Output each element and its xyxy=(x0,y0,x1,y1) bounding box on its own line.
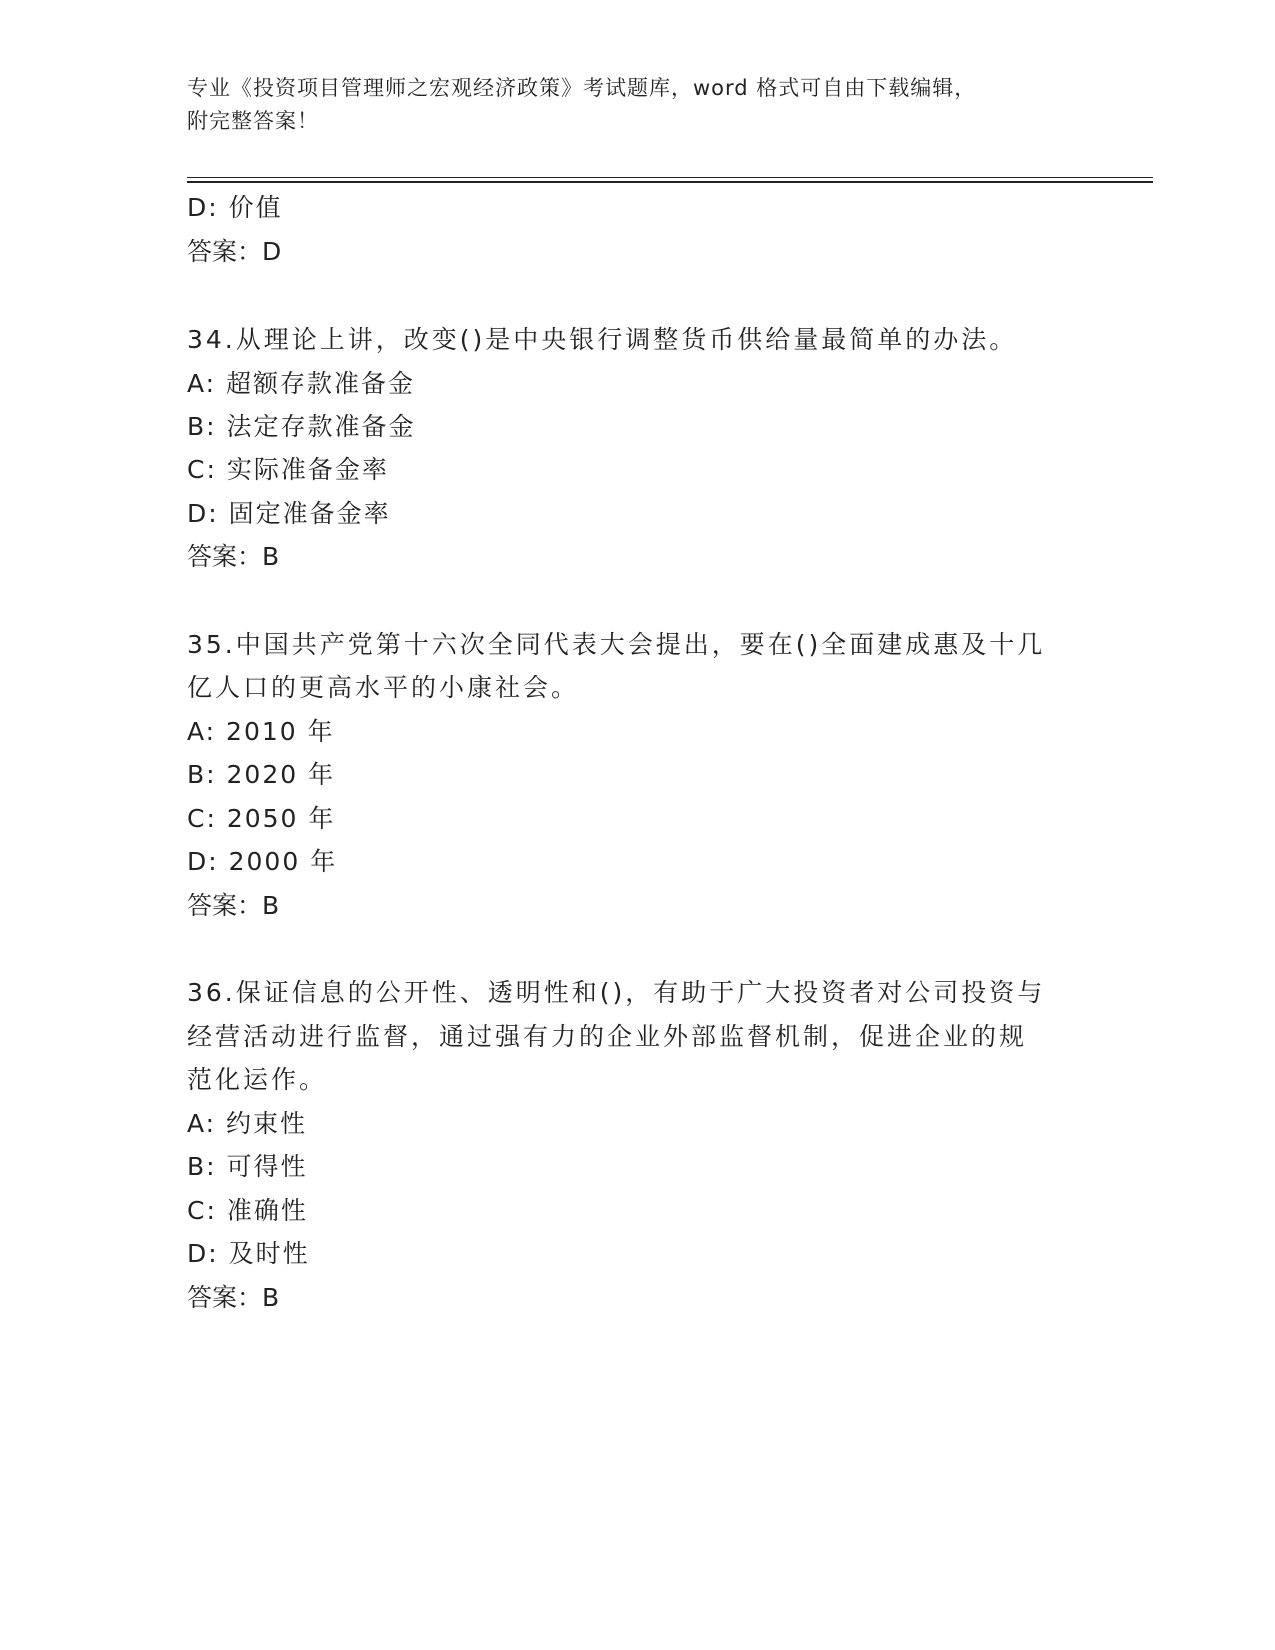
question-36-option-b: B: 可得性 xyxy=(187,1152,308,1181)
question-35-text-line-1: 35.中国共产党第十六次全同代表大会提出，要在()全面建成惠及十几 xyxy=(187,630,1046,659)
document-header xyxy=(187,72,1087,138)
question-36-option-c: C: 准确性 xyxy=(187,1196,308,1225)
question-35-option-a: A: 2010 年 xyxy=(187,717,335,746)
question-36-option-d: D: 及时性 xyxy=(187,1239,310,1268)
question-35-answer: 答案：B xyxy=(187,891,280,920)
question-36-text-line-2: 经营活动进行监督，通过强有力的企业外部监督机制，促进企业的规 xyxy=(187,1022,1028,1051)
answer-label: 答案：D xyxy=(187,237,282,266)
header-rule-thin xyxy=(187,177,1153,178)
option-d: D: 价值 xyxy=(187,193,283,222)
question-34-option-d: D: 固定准备金率 xyxy=(187,499,391,528)
question-34-option-b: B: 法定存款准备金 xyxy=(187,412,416,441)
question-35-option-d: D: 2000 年 xyxy=(187,847,338,876)
question-35-text-line-2: 亿人口的更高水平的小康社会。 xyxy=(187,673,580,702)
question-36-option-a: A: 约束性 xyxy=(187,1109,308,1138)
question-34-text: 34.从理论上讲，改变()是中央银行调整货币供给量最简单的办法。 xyxy=(187,325,1018,354)
header-line-1: 专业《投资项目管理师之宏观经济政策》考试题库，word 格式可自由下载编辑， xyxy=(187,76,977,100)
question-34-option-c: C: 实际准备金率 xyxy=(187,455,389,484)
question-34-answer: 答案：B xyxy=(187,542,280,571)
question-36-answer: 答案：B xyxy=(187,1283,280,1312)
question-34-option-a: A: 超额存款准备金 xyxy=(187,369,416,398)
header-line-2: 附完整答案！ xyxy=(187,109,319,133)
question-36-text-line-1: 36.保证信息的公开性、透明性和()，有助于广大投资者对公司投资与 xyxy=(187,978,1046,1007)
question-35-option-b: B: 2020 年 xyxy=(187,760,336,789)
question-35-option-c: C: 2050 年 xyxy=(187,804,336,833)
header-rule-thick xyxy=(187,181,1153,183)
question-36-text-line-3: 范化运作。 xyxy=(187,1065,328,1094)
